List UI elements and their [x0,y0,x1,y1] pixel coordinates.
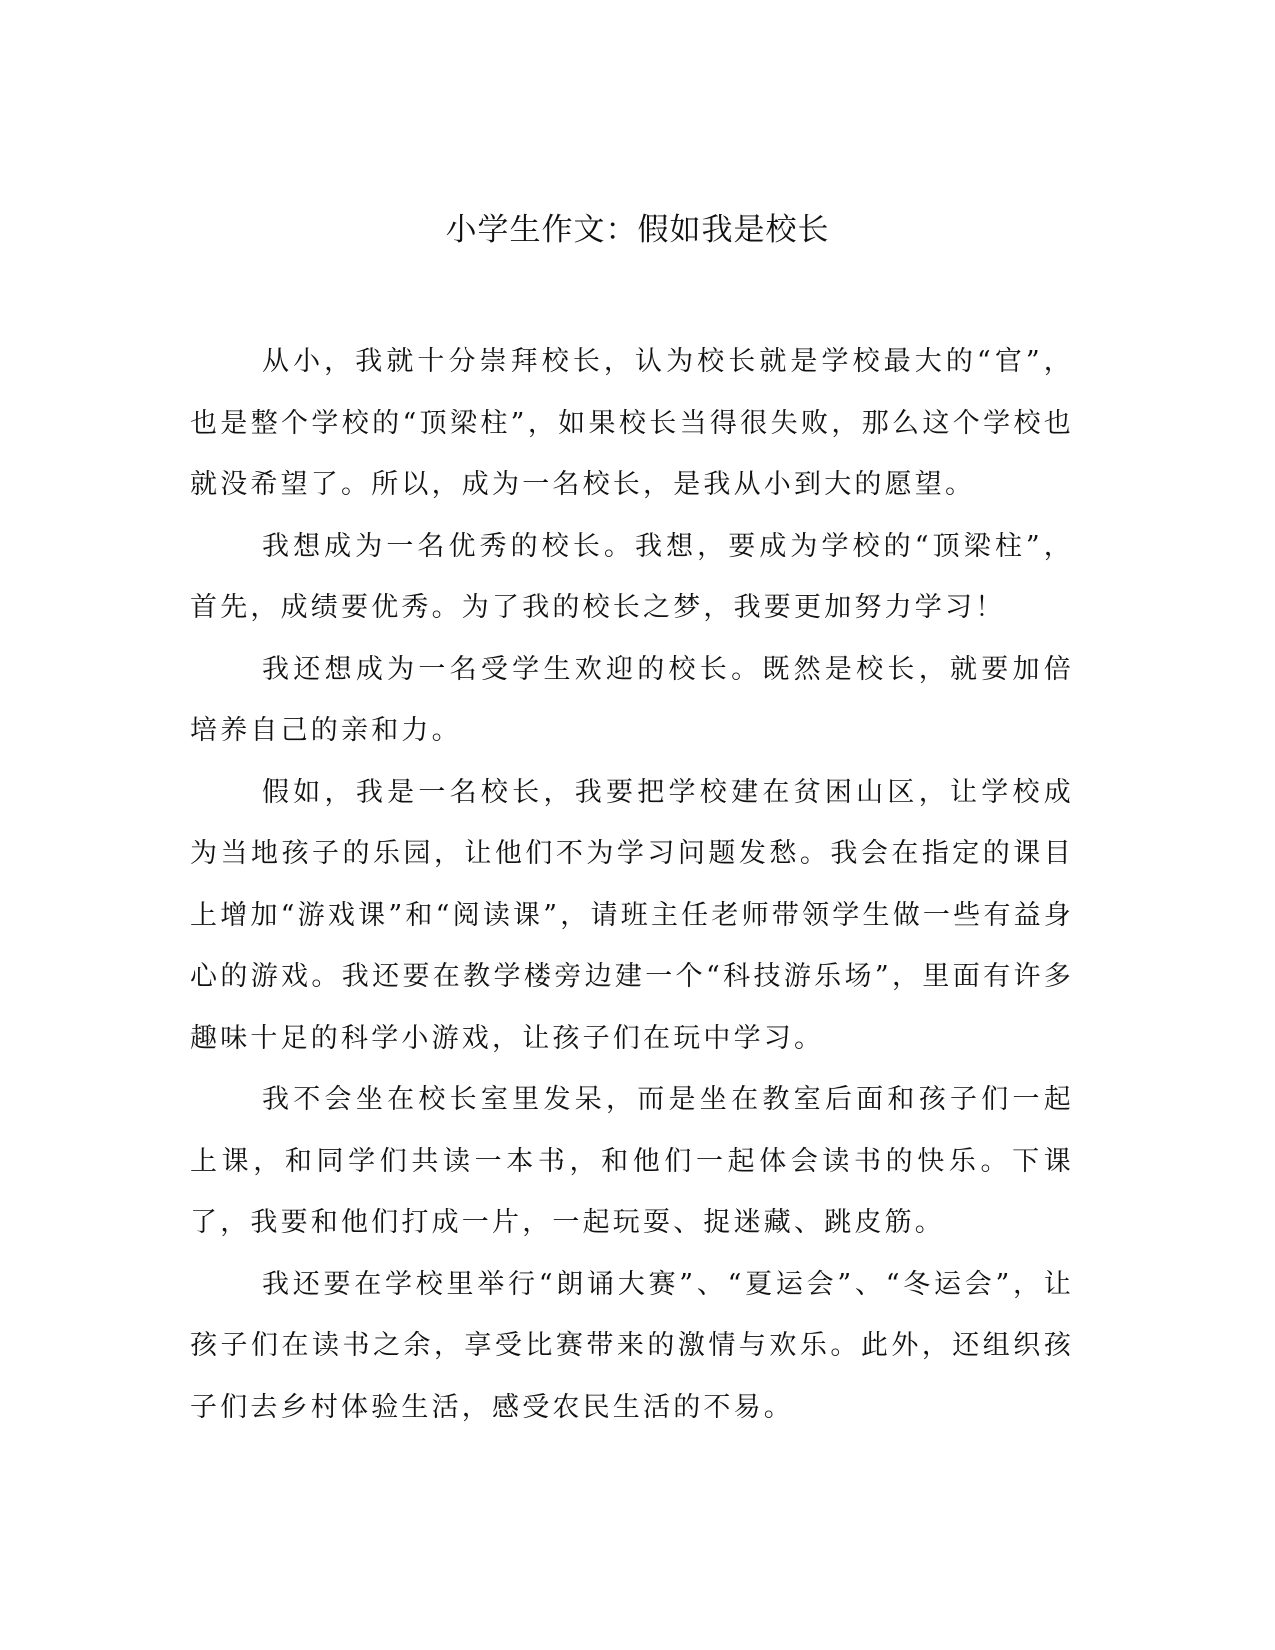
paragraph: 我想成为一名优秀的校长。我想，要成为学校的“顶梁柱”，首先，成绩要优秀。为了我的校长之梦，我要更加努力学习！ [190,530,1074,623]
paragraph: 我还要在学校里举行“朗诵大赛”、“夏运会”、“冬运会”，让孩子们在读书之余，享受比赛带来的激情与欢乐。此外，还组织孩子们去乡村体验生活，感受农民生活的不易。 [190,1268,1074,1423]
paragraph: 从小，我就十分崇拜校长，认为校长就是学校最大的“官”，也是整个学校的“顶梁柱”，如果校长当得很失败，那么这个学校也就没希望了。所以，成为一名校长，是我从小到大的愿望。 [190,346,1074,500]
paragraph: 假如，我是一名校长，我要把学校建在贫困山区，让学校成为当地孩子的乐园，让他们不为学习问题发愁。我会在指定的课目上增加“游戏课”和“阅读课”，请班主任老师带领学生做一些有益身心的游戏。我还要在教学楼旁边建一个“科技游乐场”，里面有许多趣味十足的科学小游戏，让孩子们在玩中学习。 [190,776,1074,1054]
document-title: 小学生作文：假如我是校长 [445,212,830,248]
document-body [190,331,1074,1438]
paragraph: 我还想成为一名受学生欢迎的校长。既然是校长，就要加倍培养自己的亲和力。 [190,653,1074,746]
paragraph: 我不会坐在校长室里发呆，而是坐在教室后面和孩子们一起上课，和同学们共读一本书，和他们一起体会读书的快乐。下课了，我要和他们打成一片，一起玩耍、捉迷藏、跳皮筋。 [190,1084,1074,1238]
